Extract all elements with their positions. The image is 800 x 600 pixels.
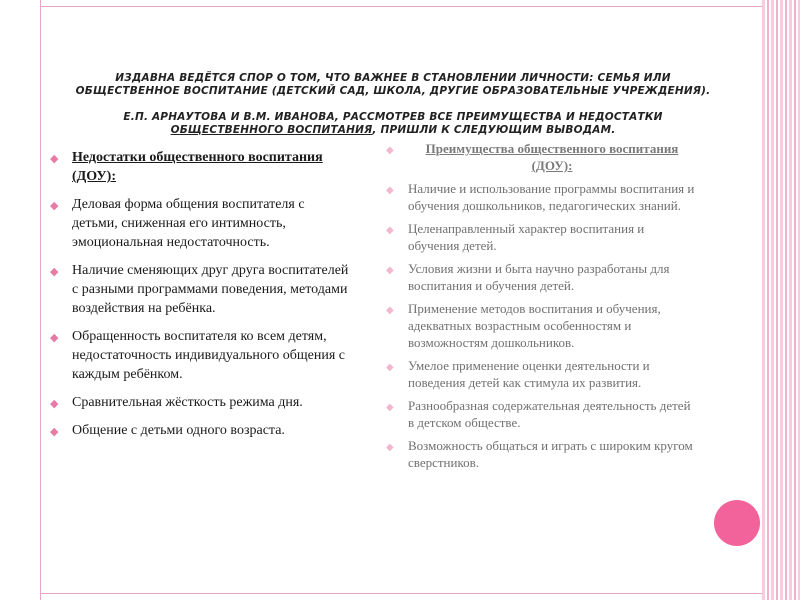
list-item-text: Наличие и использование программы воспитания и обучения дошкольников, педагогических знаний. (408, 181, 695, 213)
title-line-2-underlined: ОБЩЕСТВЕННОГО ВОСПИТАНИЯ (170, 124, 373, 136)
decorative-stripes (762, 0, 800, 600)
bullet-icon: ◆ (50, 426, 59, 438)
list-item (386, 357, 696, 391)
bullet-icon: ◆ (386, 225, 394, 236)
bullet-icon: ◆ (386, 362, 394, 373)
slide-frame-bottom (40, 593, 762, 600)
disadvantages-heading: Недостатки общественного воспитания (ДОУ): (72, 150, 323, 184)
list-item-text: Возможность общаться и играть с широким кругом сверстников. (408, 438, 693, 470)
bullet-icon: ◆ (386, 305, 394, 316)
bullet-icon: ◆ (386, 442, 394, 453)
list-item-text: Целенаправленный характер воспитания и обучения детей. (408, 221, 645, 253)
list-item (386, 260, 696, 294)
list-item (50, 195, 350, 252)
list-item (50, 148, 350, 186)
bullet-icon: ◆ (50, 153, 59, 165)
bullet-icon: ◆ (386, 402, 394, 413)
title-line-2 (68, 111, 718, 137)
slide-title (68, 72, 718, 137)
list-item (50, 393, 350, 412)
list-item (386, 437, 696, 471)
list-item-text: Деловая форма общения воспитателя с детьми, сниженная его интимность, эмоциональная недостаточность. (72, 197, 305, 250)
list-item (386, 397, 696, 431)
list-item-text: Обращенность воспитателя ко всем детям, недостаточность индивидуального общения с каждым ребёнком. (72, 329, 346, 382)
bullet-icon: ◆ (50, 200, 59, 212)
disadvantages-column (50, 148, 350, 449)
list-item (386, 300, 696, 351)
title-line-2-prefix: Е.П. АРНАУТОВА И В.М. ИВАНОВА, РАССМОТРЕВ ВСЕ ПРЕИМУЩЕСТВА И НЕДОСТАТКИ (123, 111, 663, 123)
list-item (50, 421, 350, 440)
bullet-icon: ◆ (386, 265, 394, 276)
list-item-text: Сравнительная жёсткость режима дня. (72, 395, 303, 410)
slide-frame-left (0, 0, 41, 600)
list-item-text: Применение методов воспитания и обучения, адекватных возрастным особенностям и возможностям дошкольников. (408, 301, 661, 350)
list-item-text: Наличие сменяющих друг друга воспитателей с разными программами поведения, методами воздействия на ребёнка. (72, 263, 349, 316)
bullet-icon: ◆ (386, 185, 394, 196)
list-item-text: Условия жизни и быта научно разработаны для воспитания и обучения детей. (408, 261, 670, 293)
list-item (386, 220, 696, 254)
bullet-icon: ◆ (386, 145, 394, 156)
list-item-text: Умелое применение оценки деятельности и поведения детей как стимула их развития. (408, 358, 650, 390)
list-item (386, 180, 696, 214)
advantages-column (386, 140, 696, 477)
list-item-text: Разнообразная содержательная деятельность детей в детском обществе. (408, 398, 691, 430)
bullet-icon: ◆ (50, 398, 59, 410)
bullet-icon: ◆ (50, 266, 59, 278)
title-line-1: ИЗДАВНА ВЕДЁТСЯ СПОР О ТОМ, ЧТО ВАЖНЕЕ В СТАНОВЛЕНИИ ЛИЧНОСТИ: СЕМЬЯ ИЛИ ОБЩЕСТВЕННОЕ ВОСПИТАНИЕ (ДЕТСКИЙ САД, ШКОЛА, ДРУГИЕ ОБРАЗОВАТЕЛЬНЫЕ УЧРЕЖДЕНИЯ). (75, 72, 711, 97)
bullet-icon: ◆ (50, 332, 59, 344)
list-item (386, 140, 696, 174)
title-line-2-suffix: , ПРИШЛИ К СЛЕДУЮЩИМ ВЫВОДАМ. (372, 124, 616, 136)
list-item (50, 327, 350, 384)
list-item (50, 261, 350, 318)
advantages-heading: Преимущества общественного воспитания (ДОУ): (425, 141, 679, 173)
decorative-circle-icon (714, 500, 760, 546)
slide-frame-top (40, 0, 762, 7)
list-item-text: Общение с детьми одного возраста. (72, 423, 285, 438)
